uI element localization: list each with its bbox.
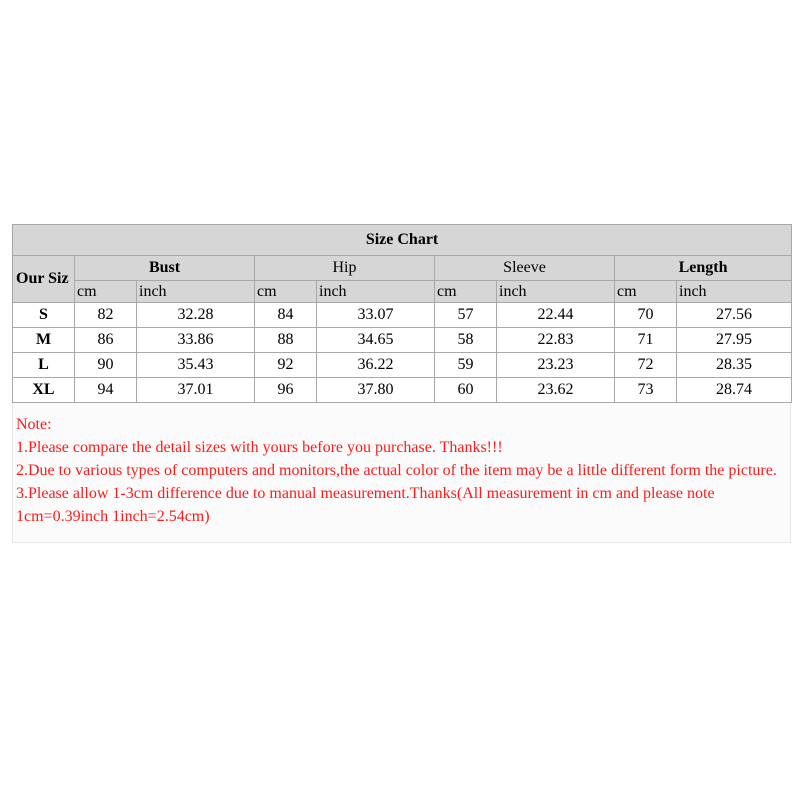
length-inch-cell: 28.35 xyxy=(677,353,792,378)
length-cm-cell: 71 xyxy=(615,328,677,353)
sleeve-inch-cell: 22.44 xyxy=(497,303,615,328)
unit-cm: cm xyxy=(75,281,137,303)
sleeve-inch-cell: 23.62 xyxy=(497,378,615,403)
hip-inch-cell: 33.07 xyxy=(317,303,435,328)
size-cell: L xyxy=(13,353,75,378)
sleeve-cm-cell: 57 xyxy=(435,303,497,328)
unit-cm: cm xyxy=(435,281,497,303)
note-line-3: 3.Please allow 1-3cm difference due to manual measurement.Thanks(All measurement in cm and please note 1cm=0.39inch 1inch=2.54cm) xyxy=(16,485,715,525)
bust-inch-cell: 35.43 xyxy=(137,353,255,378)
bust-inch-cell: 33.86 xyxy=(137,328,255,353)
note-line-2: 2.Due to various types of computers and monitors,the actual color of the item may be a little different form the picture. xyxy=(16,462,777,479)
group-header-sleeve: Sleeve xyxy=(435,256,615,281)
group-header-row xyxy=(13,256,792,281)
unit-inch: inch xyxy=(137,281,255,303)
table-row xyxy=(13,353,792,378)
group-header-length: Length xyxy=(615,256,792,281)
bust-cm-cell: 90 xyxy=(75,353,137,378)
notes-panel xyxy=(12,403,791,543)
bust-cm-cell: 94 xyxy=(75,378,137,403)
unit-inch: inch xyxy=(677,281,792,303)
sleeve-inch-cell: 23.23 xyxy=(497,353,615,378)
sleeve-inch-cell: 22.83 xyxy=(497,328,615,353)
sleeve-cm-cell: 59 xyxy=(435,353,497,378)
bust-inch-cell: 32.28 xyxy=(137,303,255,328)
length-cm-cell: 70 xyxy=(615,303,677,328)
bust-cm-cell: 86 xyxy=(75,328,137,353)
unit-inch: inch xyxy=(497,281,615,303)
length-inch-cell: 28.74 xyxy=(677,378,792,403)
length-cm-cell: 72 xyxy=(615,353,677,378)
length-inch-cell: 27.56 xyxy=(677,303,792,328)
unit-inch: inch xyxy=(317,281,435,303)
hip-cm-cell: 92 xyxy=(255,353,317,378)
size-table xyxy=(12,224,792,403)
hip-cm-cell: 88 xyxy=(255,328,317,353)
size-cell: XL xyxy=(13,378,75,403)
size-cell: S xyxy=(13,303,75,328)
bust-cm-cell: 82 xyxy=(75,303,137,328)
unit-cm: cm xyxy=(615,281,677,303)
group-header-hip: Hip xyxy=(255,256,435,281)
note-line-1: 1.Please compare the detail sizes with yours before you purchase. Thanks!!! xyxy=(16,439,503,456)
hip-inch-cell: 36.22 xyxy=(317,353,435,378)
table-row xyxy=(13,378,792,403)
sleeve-cm-cell: 58 xyxy=(435,328,497,353)
size-chart xyxy=(12,224,791,543)
unit-header-row xyxy=(13,281,792,303)
hip-inch-cell: 34.65 xyxy=(317,328,435,353)
sleeve-cm-cell: 60 xyxy=(435,378,497,403)
hip-cm-cell: 84 xyxy=(255,303,317,328)
table-row xyxy=(13,303,792,328)
notes-heading: Note: xyxy=(16,416,52,433)
size-cell: M xyxy=(13,328,75,353)
bust-inch-cell: 37.01 xyxy=(137,378,255,403)
our-size-header: Our Siz xyxy=(13,256,75,303)
table-row xyxy=(13,328,792,353)
length-inch-cell: 27.95 xyxy=(677,328,792,353)
table-title: Size Chart xyxy=(13,225,792,256)
group-header-bust: Bust xyxy=(75,256,255,281)
hip-inch-cell: 37.80 xyxy=(317,378,435,403)
hip-cm-cell: 96 xyxy=(255,378,317,403)
length-cm-cell: 73 xyxy=(615,378,677,403)
title-row xyxy=(13,225,792,256)
unit-cm: cm xyxy=(255,281,317,303)
